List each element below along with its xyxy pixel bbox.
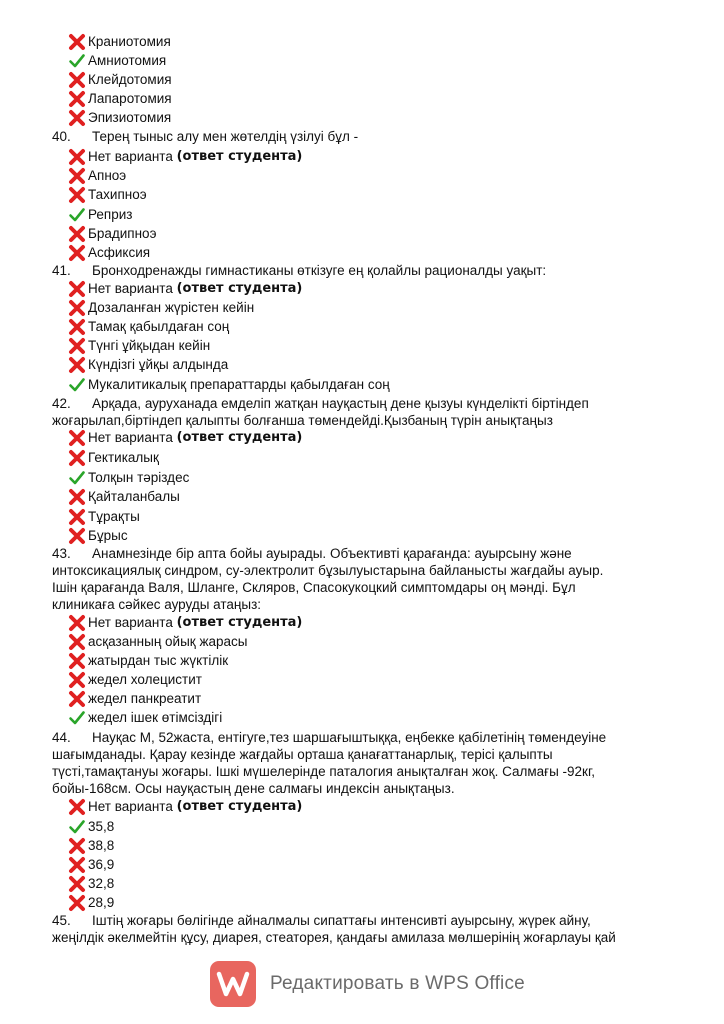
cross-icon [68, 71, 86, 89]
option-item: асқазанның ойық жарасы [68, 632, 247, 651]
cross-icon [68, 148, 86, 166]
cross-icon [68, 798, 86, 816]
cross-icon [68, 186, 86, 204]
option-item: Күндізгі ұйқы алдында [68, 355, 228, 374]
student-answer-tag: (ответ студента) [176, 281, 303, 296]
option-item: Нет варианта (ответ студента) [68, 279, 302, 298]
cross-icon [68, 614, 86, 632]
option-item: Тахипноэ [68, 185, 147, 204]
cross-icon [68, 633, 86, 651]
option-item: жедел ішек өтімсіздігі [68, 708, 222, 727]
option-item: Нет варианта (ответ студента) [68, 147, 302, 166]
cross-icon [68, 356, 86, 374]
cross-icon [68, 449, 86, 467]
option-item: Мукалитикалық препараттарды қабылдаған соң [68, 375, 390, 394]
question-number: 45. [52, 913, 71, 928]
option-item: Нет варианта (ответ студента) [68, 797, 302, 816]
question-number: 43. [52, 546, 71, 561]
cross-icon [68, 90, 86, 108]
cross-icon [68, 837, 86, 855]
question-number: 44. [52, 730, 71, 745]
option-item: Дозаланған жүрістен кейін [68, 298, 254, 317]
wps-edit-label[interactable]: Редактировать в WPS Office [270, 973, 525, 994]
cross-icon [68, 109, 86, 127]
question-text: 42. Арқада, ауруханада емделіп жатқан науқастың дене қызуы күнделікті біртіндеп жоғарылап,біртіндеп қалыпты болғанша төмендейді.Қызбаның түрін анықтаңыз [52, 396, 589, 428]
option-item: Эпизиотомия [68, 108, 171, 127]
option-item: Қайталанбалы [68, 487, 180, 506]
option-item: Гектикалық [68, 448, 159, 467]
cross-icon [68, 167, 86, 185]
option-item: Түнгі ұйқыдан кейін [68, 336, 210, 355]
option-item: жедел панкреатит [68, 689, 201, 708]
cross-icon [68, 33, 86, 51]
cross-icon [68, 856, 86, 874]
option-item: Асфиксия [68, 243, 150, 262]
question-number: 40. [52, 129, 71, 144]
cross-icon [68, 527, 86, 545]
wps-logo-icon[interactable] [210, 961, 256, 1007]
checkmark-icon [68, 469, 86, 487]
question-text: 44. Науқас М, 52жаста, ентігуге,тез шаршағыштыққа, еңбекке қабілетінің төмендеуіне шағымданады. Қарау кезінде жағдайы орташа қанағаттанарлық, терісі қалыпты түсті,тамақтануы жоғары. Ішкі мүшелерінде паталогия анықталған жоқ. Салмағы -92кг, бойы-168см. Осы науқастың дене салмағы индексін анықтаңыз. [52, 730, 607, 796]
question-text: 43. Анамнезінде бір апта бойы ауырады. Объективті қарағанда: ауырсыну және интоксикациялық синдром, су-электролит бұзылуыстарына байланысты жағдайы ауыр. Ішін қарағанда Валя, Шланге, Скляров, Спасокукоцкий симптомдары оң мәнді. Бұл клиникаға сәйкес ауруды атаңыз: [52, 546, 604, 612]
option-item: Тұрақты [68, 507, 140, 526]
cross-icon [68, 875, 86, 893]
option-item: Бұрыс [68, 526, 128, 545]
cross-icon [68, 337, 86, 355]
cross-icon [68, 244, 86, 262]
option-item: Апноэ [68, 166, 126, 185]
option-item: 36,9 [68, 855, 114, 874]
option-item: жедел холецистит [68, 670, 202, 689]
cross-icon [68, 894, 86, 912]
question-text: 45. Іштің жоғары бөлігінде айналмалы сипаттағы интенсивті ауырсыну, жүрек айну, жеңілдік әкелмейтін құсу, диарея, стеаторея, қандағы амилаза мөлшерінің жоғарлауы қай [52, 913, 616, 945]
checkmark-icon [68, 206, 86, 224]
question-text: 40. Терең тыныс алу мен жөтелдің үзілуі бұл - [52, 129, 359, 144]
option-item: Амниотомия [68, 51, 166, 70]
cross-icon [68, 280, 86, 298]
option-item: Нет варианта (ответ студента) [68, 613, 302, 632]
option-item: Тамақ қабылдаған соң [68, 317, 229, 336]
student-answer-tag: (ответ студента) [176, 615, 303, 630]
cross-icon [68, 690, 86, 708]
option-item: 32,8 [68, 874, 114, 893]
option-item: Брадипноэ [68, 224, 156, 243]
cross-icon [68, 299, 86, 317]
question-number: 41. [52, 263, 71, 278]
option-item: Реприз [68, 205, 132, 224]
option-item: Краниотомия [68, 32, 171, 51]
cross-icon [68, 652, 86, 670]
cross-icon [68, 318, 86, 336]
question-text: 41. Бронходренажды гимнастиканы өткізуге ең қолайлы рационалды уақыт: [52, 263, 547, 278]
question-number: 42. [52, 396, 71, 411]
option-item: 35,8 [68, 817, 114, 836]
cross-icon [68, 508, 86, 526]
student-answer-tag: (ответ студента) [176, 149, 303, 164]
option-item: Лапаротомия [68, 89, 172, 108]
cross-icon [68, 488, 86, 506]
wps-edit-banner[interactable] [210, 960, 525, 1008]
student-answer-tag: (ответ студента) [176, 430, 303, 445]
option-item: 38,8 [68, 836, 114, 855]
option-item: Нет варианта (ответ студента) [68, 428, 302, 447]
option-item: Клейдотомия [68, 70, 172, 89]
checkmark-icon [68, 376, 86, 394]
cross-icon [68, 225, 86, 243]
cross-icon [68, 671, 86, 689]
cross-icon [68, 429, 86, 447]
option-item: 28,9 [68, 893, 114, 912]
option-item: жатырдан тыс жүктілік [68, 651, 228, 670]
checkmark-icon [68, 52, 86, 70]
option-item: Толқын тәріздес [68, 468, 189, 487]
checkmark-icon [68, 818, 86, 836]
student-answer-tag: (ответ студента) [176, 799, 303, 814]
checkmark-icon [68, 709, 86, 727]
